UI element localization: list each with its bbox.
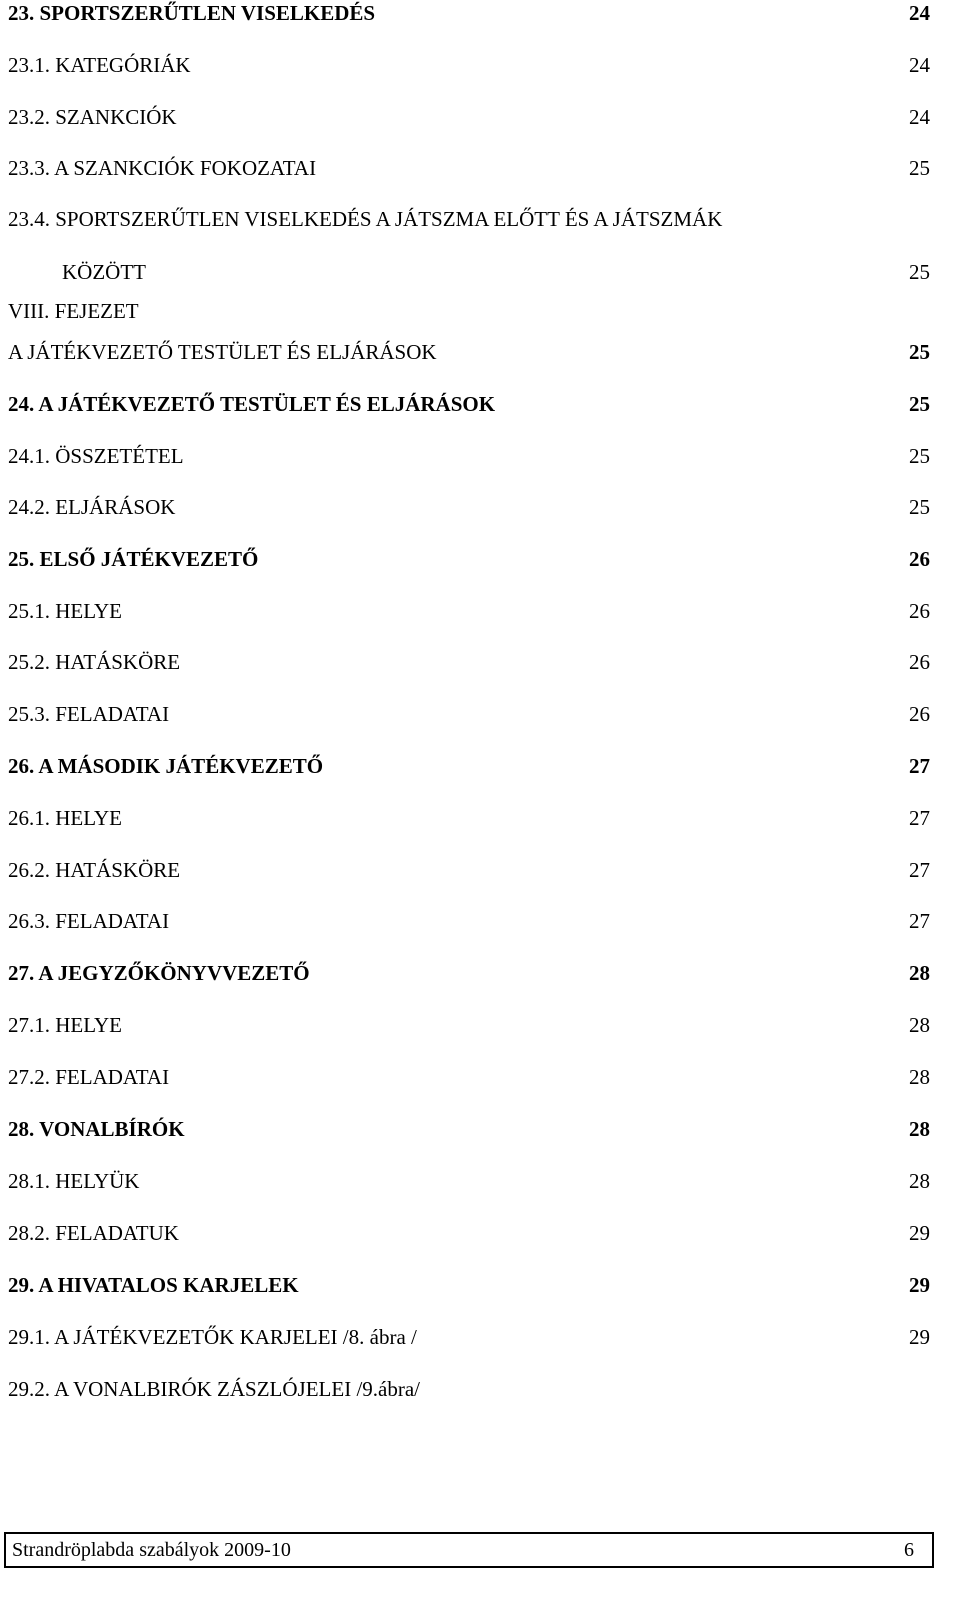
toc-entry[interactable] xyxy=(8,746,930,786)
toc-entry-page: 26 xyxy=(909,702,930,726)
toc-entry-page: 28 xyxy=(909,1065,930,1089)
toc-entry-page: 25 xyxy=(909,495,930,519)
toc-entry-page: 26 xyxy=(909,599,930,623)
toc-entry[interactable] xyxy=(8,1265,930,1305)
toc-entry-page: 25 xyxy=(909,444,930,468)
toc-entry-title: 28. VONALBÍRÓK xyxy=(8,1117,185,1141)
toc-entry[interactable] xyxy=(8,591,930,631)
toc-entry[interactable] xyxy=(8,1057,930,1097)
toc-entry-title: VIII. FEJEZET xyxy=(8,299,139,323)
toc-entry-title: 25.2. HATÁSKÖRE xyxy=(8,650,181,674)
toc-entry[interactable] xyxy=(8,199,930,239)
toc-entry[interactable] xyxy=(8,291,930,331)
toc-entry[interactable] xyxy=(8,332,930,372)
toc-entry-title: 24.2. ELJÁRÁSOK xyxy=(8,495,176,519)
toc-entry[interactable] xyxy=(8,97,930,137)
toc-entry-page: 28 xyxy=(909,1117,930,1141)
toc-entry[interactable] xyxy=(8,0,930,33)
toc-entry[interactable] xyxy=(8,953,930,993)
toc-entry-page: 26 xyxy=(909,547,930,571)
toc-entry[interactable] xyxy=(8,901,930,941)
toc-entry[interactable] xyxy=(8,694,930,734)
toc-entry-title: 27. A JEGYZŐKÖNYVVEZETŐ xyxy=(8,961,310,985)
toc-entry-title: 28.2. FELADATUK xyxy=(8,1221,179,1245)
toc-entry-title: 25.3. FELADATAI xyxy=(8,702,170,726)
toc-entry-page: 27 xyxy=(909,754,930,778)
toc-entry-page: 29 xyxy=(909,1221,930,1245)
toc-entry-title: 24.1. ÖSSZETÉTEL xyxy=(8,444,184,468)
toc-entry-title: 23.4. SPORTSZERŰTLEN VISELKEDÉS A JÁTSZMA ELŐTT ÉS A JÁTSZMÁK xyxy=(8,207,723,231)
toc-entry-page: 25 xyxy=(909,156,930,180)
toc-entry[interactable] xyxy=(8,148,930,188)
toc-entry-title: 23.1. KATEGÓRIÁK xyxy=(8,53,191,77)
toc-entry-title: 29. A HIVATALOS KARJELEK xyxy=(8,1273,299,1297)
toc-entry[interactable] xyxy=(8,252,930,292)
toc-entry[interactable] xyxy=(8,539,930,579)
toc-entry[interactable] xyxy=(8,1213,930,1253)
toc-entry-page: 29 xyxy=(909,1325,930,1349)
toc-entry[interactable] xyxy=(8,1161,930,1201)
toc-entry-page: 24 xyxy=(909,105,930,129)
toc-entry-title: 29.1. A JÁTÉKVEZETŐK KARJELEI /8. ábra / xyxy=(8,1325,417,1349)
toc-entry-title: 24. A JÁTÉKVEZETŐ TESTÜLET ÉS ELJÁRÁSOK xyxy=(8,392,496,416)
toc-entry-page: 28 xyxy=(909,961,930,985)
toc-entry-page: 25 xyxy=(909,340,930,364)
toc-entry-title: 27.1. HELYE xyxy=(8,1013,122,1037)
toc-entry-title: 28.1. HELYÜK xyxy=(8,1169,140,1193)
toc-entry[interactable] xyxy=(8,487,930,527)
toc-entry-page: 27 xyxy=(909,909,930,933)
toc-entry[interactable] xyxy=(8,1005,930,1045)
toc-entry[interactable] xyxy=(8,850,930,890)
toc-entry-page: 28 xyxy=(909,1169,930,1193)
toc-entry-title: 26.3. FELADATAI xyxy=(8,909,170,933)
footer-title: Strandröplabda szabályok 2009-10 xyxy=(12,1538,291,1561)
toc-entry[interactable] xyxy=(8,45,930,85)
toc-entry[interactable] xyxy=(8,1369,930,1409)
toc-entry[interactable] xyxy=(8,798,930,838)
toc-entry-title: 25. ELSŐ JÁTÉKVEZETŐ xyxy=(8,547,259,571)
toc-entry-page: 29 xyxy=(909,1273,930,1297)
toc-entry-title: 25.1. HELYE xyxy=(8,599,122,623)
toc-entry-page: 28 xyxy=(909,1013,930,1037)
toc-entry-title: A JÁTÉKVEZETŐ TESTÜLET ÉS ELJÁRÁSOK xyxy=(8,340,437,364)
toc-entry-page: 27 xyxy=(909,858,930,882)
toc-entry-title: 26. A MÁSODIK JÁTÉKVEZETŐ xyxy=(8,754,324,778)
footer-page-number: 6 xyxy=(904,1538,914,1561)
toc-entry-title: KÖZÖTT xyxy=(62,260,146,284)
toc-entry-page: 27 xyxy=(909,806,930,830)
toc-entry-title: 27.2. FELADATAI xyxy=(8,1065,170,1089)
page-footer xyxy=(4,1532,934,1568)
toc-entry-title: 29.2. A VONALBIRÓK ZÁSZLÓJELEI /9.ábra/ xyxy=(8,1377,420,1401)
toc-entry[interactable] xyxy=(8,1317,930,1357)
toc-entry[interactable] xyxy=(8,436,930,476)
toc-entry-page: 25 xyxy=(909,392,930,416)
toc-entry-page: 26 xyxy=(909,650,930,674)
toc-entry[interactable] xyxy=(8,1109,930,1149)
toc-entry-page: 25 xyxy=(909,260,930,284)
toc-entry-title: 23.3. A SZANKCIÓK FOKOZATAI xyxy=(8,156,317,180)
toc-entry-page: 24 xyxy=(909,1,930,25)
toc-entry-title: 26.1. HELYE xyxy=(8,806,122,830)
toc-entry-title: 26.2. HATÁSKÖRE xyxy=(8,858,181,882)
toc-entry-title: 23. SPORTSZERŰTLEN VISELKEDÉS xyxy=(8,1,376,25)
toc-entry[interactable] xyxy=(8,384,930,424)
toc-entry-title: 23.2. SZANKCIÓK xyxy=(8,105,177,129)
toc-entry[interactable] xyxy=(8,642,930,682)
toc-entry-page: 24 xyxy=(909,53,930,77)
